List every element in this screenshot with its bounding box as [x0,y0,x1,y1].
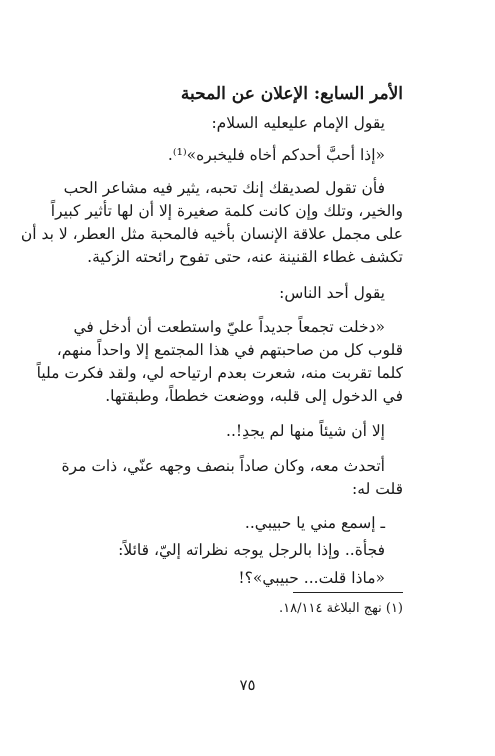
text-line-17: «ماذا قلت... حبيبي»؟! [238,569,385,587]
text-line-11: في الدخول إلى قلبه، ووضعت خططاً، وطبقتها. [105,387,403,405]
footnote: (١) نهج البلاغة ١٨/١١٤. [279,601,403,616]
text-line-5: على مجمل علاقة الإنسان بأخيه فالمحبة مثل العطر، لا بد أن [20,225,403,243]
footnote-divider [293,592,403,593]
text-line-10: كلما تقربت منه، شعرت بعدم ارتياحه لي، ولقد فكرت ملياً [36,364,403,382]
text-line-13: أتحدث معه، وكان صاداً بنصف وجهه عنّي، ذات مرة [61,457,385,475]
text-line-4: والخير، وتلك وإن كانت كلمة صغيرة إلا أن لها تأثير كبيراً [50,202,403,220]
text-line-8: «دخلت تجمعاً جديداً عليّ واستطعت أن أدخل في [73,318,385,336]
text-line-6: تكشف غطاء القنينة عنه، حتى تفوح رائحته الزكية. [87,248,403,266]
text-line-16: فجأة.. وإذا بالرجل يوجه نظراته إليّ، قائلاً: [118,541,385,559]
text-line-2: «إذا أحبَّ أحدكم أخاه فليخبره»⁽¹⁾. [167,146,385,164]
text-line-15: ـ إسمع مني يا حبيبي.. [244,514,385,532]
text-line-3: فأن تقول لصديقك إنك تحبه، يثير فيه مشاعر الحب [63,179,385,197]
section-heading: الأمر السابع: الإعلان عن المحبة [180,84,403,104]
page-number: ٧٥ [239,676,256,694]
text-line-7: يقول أحد الناس: [279,284,385,302]
text-line-12: إلا أن شيئاً منها لم يجدِ!.. [226,422,385,440]
text-line-9: قلوب كل من صاحبتهم في هذا المجتمع إلا واحداً منهم، [56,341,403,359]
text-line-1: يقول الإمام عليعليه السلام: [211,114,385,132]
text-line-14: قلت له: [352,480,403,498]
